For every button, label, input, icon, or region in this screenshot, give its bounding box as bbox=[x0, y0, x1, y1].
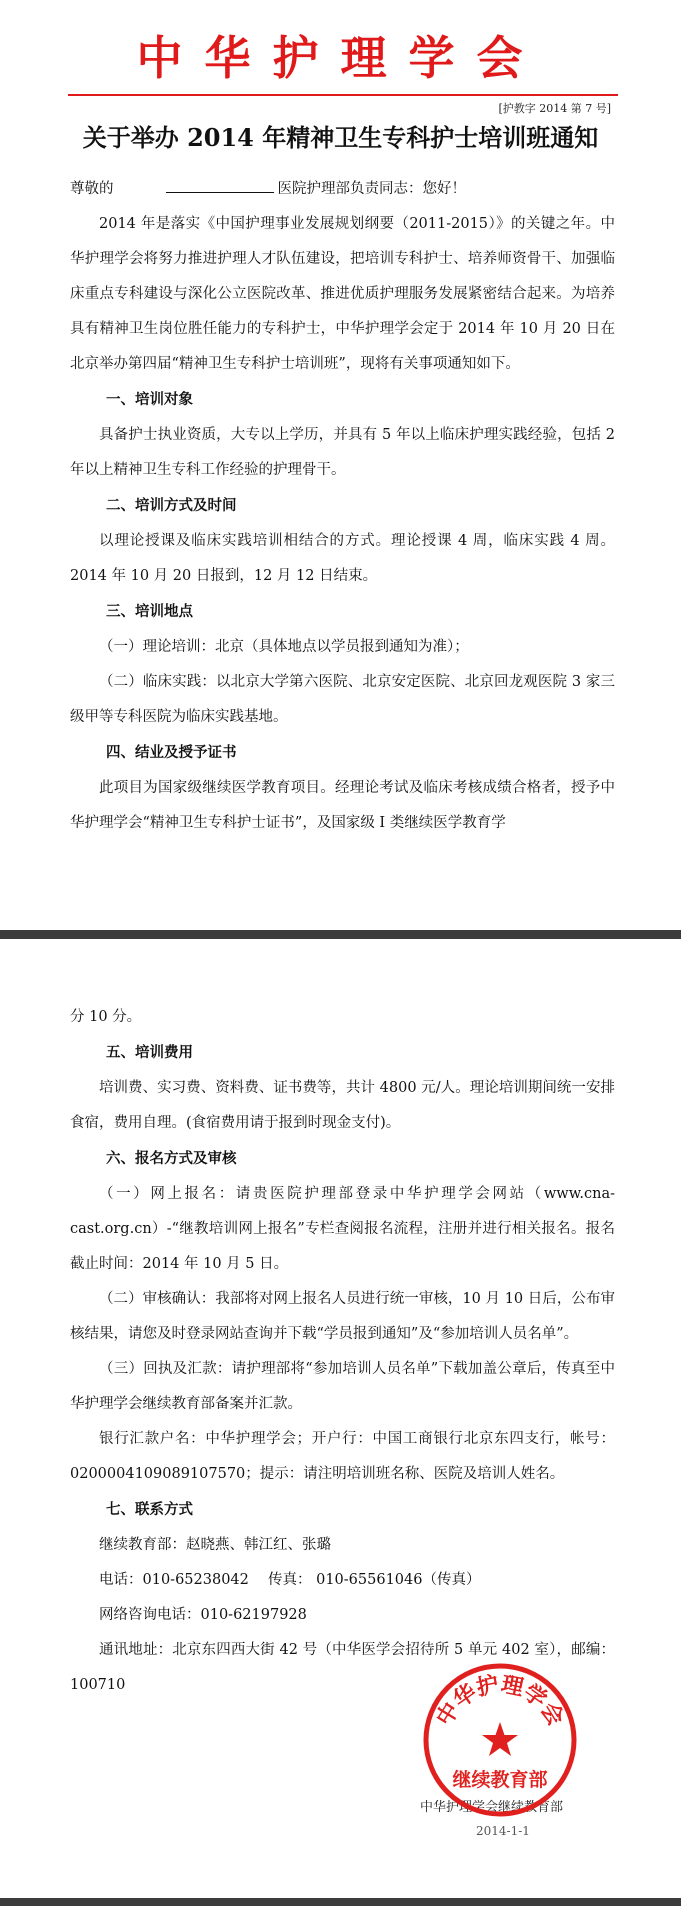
section-6-bank-info: 银行汇款户名：中华护理学会；开户行：中国工商银行北京东四支行，帐号：0200004109089107570；提示：请注明培训班名称、医院及培训人姓名。 bbox=[70, 1431, 615, 1482]
section-heading-3: 三、培训地点 bbox=[106, 603, 193, 620]
page-2-content bbox=[70, 1000, 615, 1703]
greeting-prefix: 尊敬的 bbox=[70, 181, 114, 197]
intro-paragraph: 2014 年是落实《中国护理事业发展规划纲要（2011-2015）》的关键之年。中华护理学会将努力推进护理人才队伍建设，把培训专科护士、培养师资骨干、加强临床重点专科建设与深化公立医院改革、推进优质护理服务发展紧密结合起来。为培养具有精神卫生岗位胜任能力的专科护士，中华护理学会定于 2014 年 10 月 20 日在北京举办第四届“精神卫生专科护士培训班”，现将有关事项通知如下。 bbox=[70, 216, 615, 372]
section-heading-4: 四、结业及授予证书 bbox=[106, 744, 237, 761]
section-heading-2: 二、培训方式及时间 bbox=[106, 497, 237, 514]
section-5-body: 培训费、实习费、资料费、证书费等，共计 4800 元/人。理论培训期间统一安排食宿，费用自理。(食宿费用请于报到时现金支付)。 bbox=[70, 1080, 615, 1131]
section-4-continued: 分 10 分。 bbox=[70, 1009, 142, 1025]
document-number: [护教字 2014 第 7 号] bbox=[498, 102, 611, 115]
section-6-online-registration: （一）网上报名：请贵医院护理部登录中华护理学会网站（www.cna-cast.org.cn）-“继教培训网上报名”专栏查阅报名流程，注册并进行相关报名。报名截止时间：2014 年 10 月 5 日。 bbox=[70, 1186, 615, 1272]
section-heading-7: 七、联系方式 bbox=[106, 1501, 193, 1518]
contact-department: 继续教育部：赵晓燕、韩江红、张璐 bbox=[99, 1537, 331, 1553]
section-6-receipt: （三）回执及汇款：请护理部将“参加培训人员名单”下载加盖公章后，传真至中华护理学会继续教育部备案并汇款。 bbox=[70, 1361, 615, 1412]
contact-online-phone: 网络咨询电话：010-62197928 bbox=[99, 1607, 307, 1623]
section-heading-1: 一、培训对象 bbox=[106, 391, 193, 408]
signature-organization: 中华护理学会继续教育部 bbox=[420, 1800, 564, 1815]
signature-date: 2014-1-1 bbox=[476, 1824, 530, 1838]
document-title: 关于举办 2014 年精神卫生专科护士培训班通知 bbox=[82, 123, 599, 152]
greeting-suffix: 医院护理部负责同志：您好！ bbox=[277, 181, 466, 197]
seal-inner-text: 继续教育部 bbox=[452, 1769, 548, 1791]
section-1-body: 具备护士执业资质，大专以上学历，并具有 5 年以上临床护理实践经验，包括 2 年以上精神卫生专科工作经验的护理骨干。 bbox=[70, 427, 615, 478]
page-bottom-edge bbox=[0, 1898, 681, 1906]
section-heading-5: 五、培训费用 bbox=[106, 1044, 193, 1061]
page-divider bbox=[0, 930, 681, 939]
page-1-content bbox=[70, 172, 615, 841]
official-seal bbox=[420, 1660, 580, 1820]
section-4-body: 此项目为国家级继续医学教育项目。经理论考试及临床考核成绩合格者，授予中华护理学会“精神卫生专科护士证书”，及国家级 I 类继续医学教育学 bbox=[70, 780, 615, 831]
section-heading-6: 六、报名方式及审核 bbox=[106, 1150, 237, 1167]
star-icon bbox=[482, 1722, 518, 1756]
section-3-practice: （二）临床实践：以北京大学第六医院、北京安定医院、北京回龙观医院 3 家三级甲等专科医院为临床实践基地。 bbox=[70, 674, 615, 725]
seal-outer-text: 中华护理学会 bbox=[431, 1672, 569, 1731]
contact-address: 通讯地址：北京东四西大街 42 号（中华医学会招待所 5 单元 402 室），邮编：100710 bbox=[70, 1642, 615, 1693]
hospital-name-blank bbox=[166, 178, 274, 193]
section-2-body: 以理论授课及临床实践培训相结合的方式。理论授课 4 周，临床实践 4 周。2014 年 10 月 20 日报到，12 月 12 日结束。 bbox=[70, 533, 615, 584]
greeting bbox=[70, 172, 615, 207]
contact-phone-fax: 电话：010-65238042 传真： 010-65561046（传真） bbox=[99, 1572, 481, 1588]
letterhead-rule bbox=[68, 94, 618, 96]
section-6-review: （二）审核确认：我部将对网上报名人员进行统一审核，10 月 10 日后，公布审核结果，请您及时登录网站查询并下载“学员报到通知”及“参加培训人员名单”。 bbox=[70, 1291, 615, 1342]
section-3-theory: （一）理论培训：北京（具体地点以学员报到通知为准）； bbox=[99, 639, 469, 655]
organization-letterhead: 中华护理学会 bbox=[136, 31, 545, 85]
